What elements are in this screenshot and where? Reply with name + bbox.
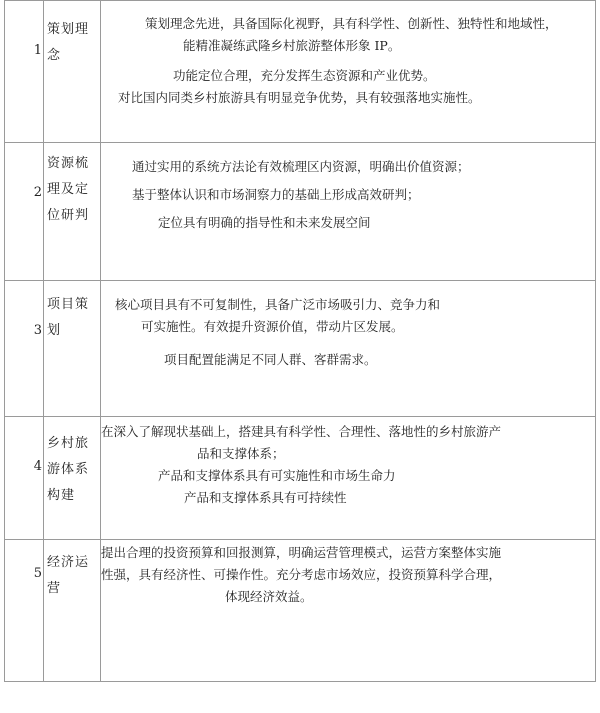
row-number: 1	[5, 1, 44, 143]
table-row	[5, 143, 596, 281]
table-row	[5, 417, 596, 540]
row-content: 提出合理的投资预算和回报测算，明确运营管理模式，运营方案整体实施 性强，具有经济性、可操作性。充分考虑市场效应，投资预算科学合理， 体现经济效益。	[101, 540, 596, 682]
row-title: 资源梳理及定位研判	[44, 143, 101, 281]
criteria-table	[4, 0, 596, 682]
table-row	[5, 1, 596, 143]
row-title: 经济运营	[44, 540, 101, 682]
row-number: 4	[5, 417, 44, 540]
row-title: 策划理念	[44, 1, 101, 143]
row-title: 项目策划	[44, 281, 101, 417]
row-number: 2	[5, 143, 44, 281]
row-content: 在深入了解现状基础上，搭建具有科学性、合理性、落地性的乡村旅游产 品和支撑体系； 产品和支撑体系具有可实施性和市场生命力 产品和支撑体系具有可持续性	[101, 417, 596, 540]
row-content: 通过实用的系统方法论有效梳理区内资源，明确出价值资源； 基于整体认识和市场洞察力的基础上形成高效研判； 定位具有明确的指导性和未来发展空间	[101, 143, 596, 281]
row-number: 5	[5, 540, 44, 682]
table-row	[5, 540, 596, 682]
row-content: 核心项目具有不可复制性，具备广泛市场吸引力、竞争力和 可实施性。有效提升资源价值，带动片区发展。 项目配置能满足不同人群、客群需求。	[101, 281, 596, 417]
row-title: 乡村旅游体系构建	[44, 417, 101, 540]
row-number: 3	[5, 281, 44, 417]
table-row	[5, 281, 596, 417]
row-content: 策划理念先进，具备国际化视野，具有科学性、创新性、独特性和地域性， 能精准凝练武隆乡村旅游整体形象 IP。 功能定位合理，充分发挥生态资源和产业优势。 对比国内同类乡村旅游具有明显竞争优势，具有较强落地实施性。	[101, 1, 596, 143]
